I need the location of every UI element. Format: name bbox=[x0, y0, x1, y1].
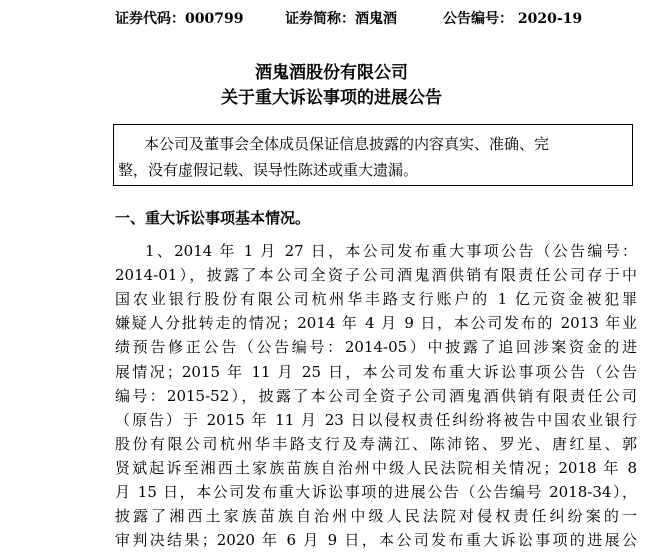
body-text-line: 1、2014 年 1 月 27 日，本公司发布重大事项公告（公告编号： bbox=[145, 242, 637, 260]
body-text-line: 展情况；2015 年 11 月 25 日，本公司发布重大诉讼事项公告（公告 bbox=[115, 362, 637, 381]
body-text-line: 2014-01），披露了本公司全资子公司酒鬼酒供销有限责任公司存于中 bbox=[115, 266, 637, 285]
body-text-line: 月 15 日，本公司发布重大诉讼事项的进展公告（公告编号 2018-34）， bbox=[115, 483, 637, 501]
body-text-line: 贤斌起诉至湘西土家族苗族自治州中级人民法院相关情况；2018 年 8 bbox=[115, 458, 637, 477]
disclaimer-line-2: 整，没有虚假记载、误导性陈述或重大遗漏。 bbox=[118, 161, 419, 179]
disclaimer-box bbox=[113, 124, 633, 186]
security-abbreviation: 证券简称：酒鬼酒 bbox=[285, 11, 397, 27]
announcement-number: 公告编号： 2020-19 bbox=[443, 11, 583, 27]
company-name-title: 酒鬼酒股份有限公司 bbox=[255, 63, 408, 83]
body-text-line: 披露了湘西土家族苗族自治州中级人民法院对侵权责任纠纷案的一 bbox=[115, 507, 637, 526]
body-text-line: 审判决结果；2020 年 6 月 9 日，本公司发布重大诉讼事项的进展公 bbox=[115, 531, 637, 550]
disclaimer-line-1: 本公司及董事会全体成员保证信息披露的内容真实、准确、完 bbox=[144, 135, 550, 153]
body-text-line: 编号：2015-52），披露了本公司全资子公司酒鬼酒供销有限责任公司 bbox=[115, 386, 637, 405]
body-text-line: 嫌疑人分批转走的情况；2014 年 4 月 9 日，本公司发布的 2013 年业 bbox=[115, 314, 637, 333]
body-text-line: （原告）于 2015 年 11 月 23 日以侵权责任纠纷将被告中国农业银行 bbox=[115, 410, 637, 429]
security-code: 证券代码：000799 bbox=[115, 11, 244, 27]
body-text-line: 绩预告修正公告（公告编号：2014-05）中披露了追回涉案资金的进 bbox=[115, 338, 637, 357]
announcement-title: 关于重大诉讼事项的进展公告 bbox=[221, 88, 442, 108]
body-text-line: 股份有限公司杭州华丰路支行及寿满江、陈沛铭、罗光、唐红星、郭 bbox=[115, 434, 637, 453]
section-heading: 一、重大诉讼事项基本情况。 bbox=[115, 209, 311, 227]
document-header bbox=[0, 8, 663, 30]
body-text-line: 国农业银行股份有限公司杭州华丰路支行账户的 1 亿元资金被犯罪 bbox=[115, 290, 637, 309]
